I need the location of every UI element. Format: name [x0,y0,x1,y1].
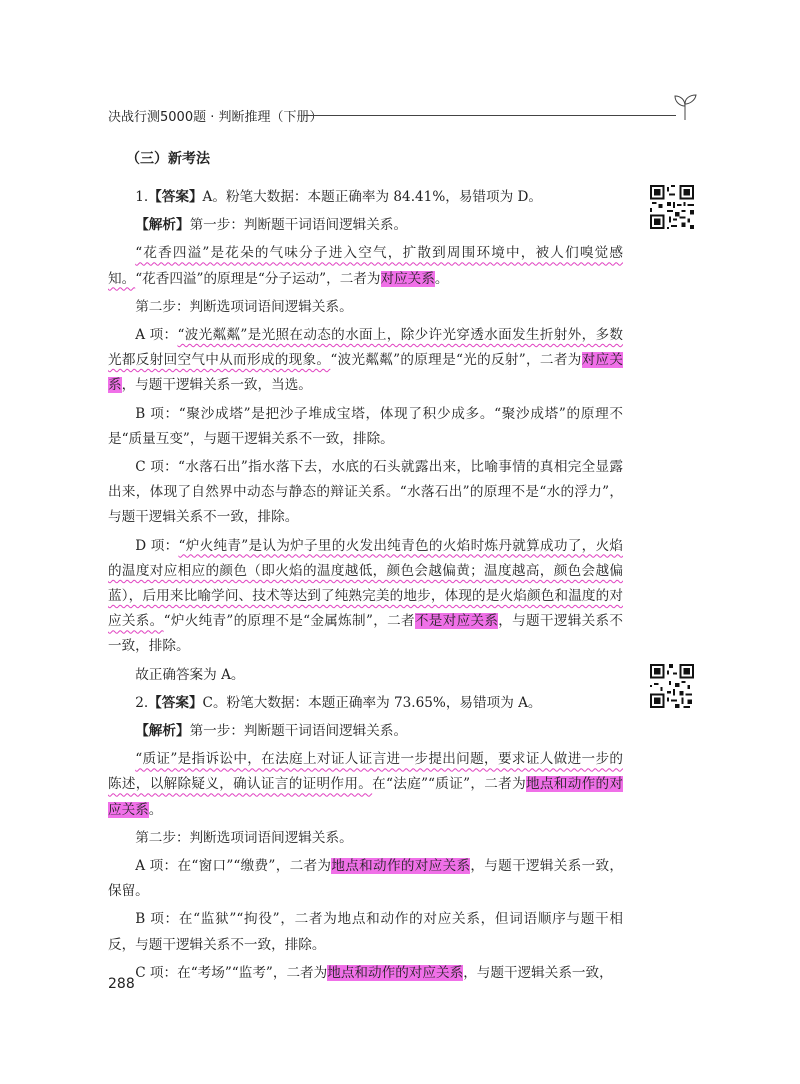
q2-option-a [108,854,623,904]
q1-stem-explanation [108,241,623,291]
q2-option-a-end: ，与题干逻辑关系一致，保留。 [108,858,624,900]
q1-underlined-text: “花香四溢”是花朵的气味分子进入空气，扩散到周围环境中，被人们嗅觉感知。 [108,245,623,287]
qr-code-icon[interactable] [650,185,694,229]
q2-analysis [108,719,623,744]
q1-option-d-highlight: 不是对应关系 [414,613,499,630]
q1-option-a-underlined: “波光粼粼”是光照在动态的水面上，除少许光穿透水面发生折射外，多数光都反射回空气中从而形成的现象。 [108,327,624,369]
q1-number: 1. [135,189,149,205]
q1-step2: 第二步：判断选项词语间逻辑关系。 [135,298,353,315]
q1-stem-principle: “花香四溢”的原理是“分子运动”，二者为 [135,270,381,287]
q1-option-d-principle: “炉火纯青”的原理不是“金属炼制”，二者 [163,613,415,630]
q1-option-a-end: ，与题干逻辑关系一致，当选。 [121,377,312,394]
q1-option-b: B 项：“聚沙成塔”是把沙子堆成宝塔，体现了积少成多。“聚沙成塔”的原理不是“质量互变”，与题干逻辑关系不一致，排除。 [108,405,623,447]
header-title: 决战行测5000题 · 判断推理（下册） [108,110,323,125]
q2-step2: 第二步：判断选项词语间逻辑关系。 [135,829,353,846]
q1-option-d-end: ，与题干逻辑关系不一致，排除。 [108,613,624,655]
q1-option-d-underlined: “炉火纯青”是认为炉子里的火发出纯青色的火焰时炼丹就算成功了，火焰的温度对应相应的颜色（即火焰的温度越低，颜色会越偏黄；温度越高，颜色会越偏蓝），后用来比喻学问、技术等达到了纯熟完美的地步，体现的是火焰颜色和温度的对应关系。 [108,537,623,630]
sprout-icon [672,92,698,120]
q1-analysis-tag: 【解析】 [135,217,190,234]
qr-code-icon[interactable] [650,664,694,708]
main-content [108,146,623,989]
q2-step1: 第一步：判断题干词语间逻辑关系。 [189,723,408,740]
q1-option-a-highlight: 对应关系 [108,352,624,394]
q1-stem-end: 。 [434,270,449,287]
q2-stem-principle: 在“法庭”“质证”，二者为 [372,776,526,793]
q2-option-a-highlight: 地点和动作的对应关系 [331,858,471,875]
q1-conclusion: 故正确答案为 A。 [135,666,245,683]
q1-option-a [108,323,623,399]
q2-option-c-end: ，与题干逻辑关系一致， [463,964,613,981]
q1-option-a-label: A 项： [135,327,178,344]
q2-option-a-text: A 项：在“窗口”“缴费”，二者为 [135,858,332,875]
q2-number: 2. [135,694,149,711]
q2-answer-tag: 【答案】 [148,694,203,711]
q2-stem-end: 。 [148,801,163,818]
q1-answer-text: A。粉笔大数据：本题正确率为 84.41%，易错项为 D。 [202,189,543,205]
q1-option-d-label: D 项： [135,537,179,554]
q2-option-c [108,961,623,986]
q1-answer [108,185,623,210]
q2-analysis-tag: 【解析】 [135,723,190,740]
q2-highlight: 地点和动作的对应关系 [108,776,623,818]
q2-answer-text: C。粉笔大数据：本题正确率为 73.65%，易错项为 A。 [202,694,542,711]
section-title: （三）新考法 [126,151,210,167]
q1-analysis [108,213,623,238]
q1-option-d [108,534,623,660]
q2-answer [108,691,623,716]
header-rule [304,115,676,116]
q2-option-c-highlight: 地点和动作的对应关系 [327,964,464,981]
q1-option-c: C 项：“水落石出”指水落下去，水底的石头就露出来，比喻事情的真相完全显露出来，体现了自然界中动态与静态的辩证关系。“水落石出”的原理不是“水的浮力”，与题干逻辑关系不一致，排除。 [108,459,623,526]
q1-highlight: 对应关系 [380,270,435,287]
q2-option-b: B 项：在“监狱”“拘役”，二者为地点和动作的对应关系，但词语顺序与题干相反，与题干逻辑关系不一致，排除。 [108,911,623,953]
q2-option-c-text: C 项：在“考场”“监考”，二者为 [135,964,328,981]
q1-answer-tag: 【答案】 [148,189,203,205]
page-number: 288 [108,976,135,992]
running-header [108,104,698,128]
q2-stem-explanation [108,747,623,823]
q1-step1: 第一步：判断题干词语间逻辑关系。 [189,217,408,234]
q2-underlined-text: “质证”是指诉讼中，在法庭上对证人证言进一步提出问题，要求证人做进一步的陈述，以解除疑义，确认证言的证明作用。 [108,751,623,793]
q1-option-a-principle: “波光粼粼”的原理是“光的反射”，二者为 [330,352,582,369]
